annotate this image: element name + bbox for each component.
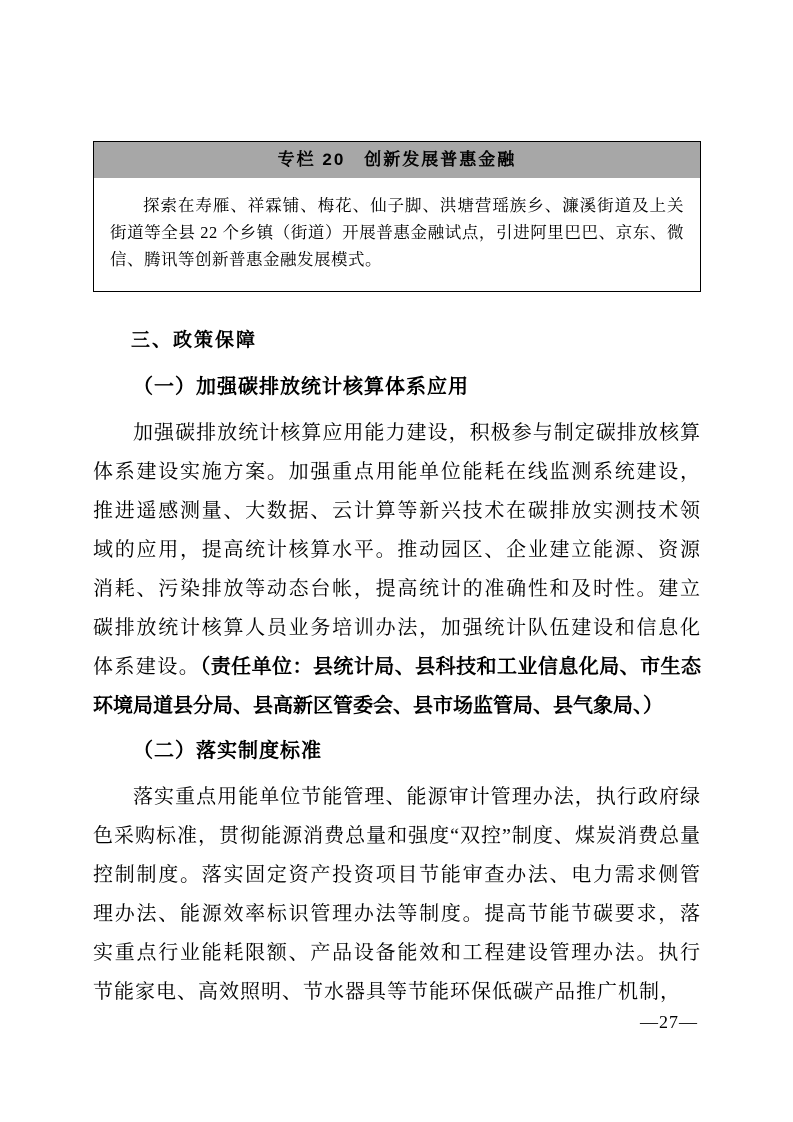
callout-box bbox=[93, 141, 701, 292]
subsection-1-title: （一）加强碳排放统计核算体系应用 bbox=[133, 376, 469, 398]
callout-box-title: 专栏 20 创新发展普惠金融 bbox=[94, 142, 700, 178]
page-number: —27— bbox=[640, 1012, 698, 1032]
section-heading: 三、政策保障 bbox=[131, 330, 258, 351]
subsection-1-paragraph bbox=[93, 414, 701, 726]
subsection-2-title: （二）落实制度标准 bbox=[133, 740, 322, 762]
subsection-1-text: 加强碳排放统计核算应用能力建设，积极参与制定碳排放核算体系建设实施方案。加强重点用能单位能耗在线监测系统建设，推进遥感测量、大数据、云计算等新兴技术在碳排放实测技术领域的应用，提高统计核算水平。推动园区、企业建立能源、资源消耗、污染排放等动态台帐，提高统计的准确性和及时性。建立碳排放统计核算人员业务培训办法，加强统计队伍建设和信息化体系建设。 bbox=[93, 422, 701, 678]
callout-box-body: 探索在寿雁、祥霖铺、梅花、仙子脚、洪塘营瑶族乡、濂溪街道及上关街道等全县 22 个乡镇（街道）开展普惠金融试点，引进阿里巴巴、京东、微信、腾讯等创新普惠金融发展模式。 bbox=[110, 196, 684, 269]
responsible-units-text: （责任单位：县统计局、县科技和工业信息化局、市生态环境局道县分局、县高新区管委会、县市场监管局、县气象局、） bbox=[93, 656, 702, 717]
subsection-2-paragraph: 落实重点用能单位节能管理、能源审计管理办法，执行政府绿色采购标准，贯彻能源消费总量和强度“双控”制度、煤炭消费总量控制制度。落实固定资产投资项目节能审查办法、电力需求侧管理办法、能源效率标识管理办法等制度。提高节能节碳要求，落实重点行业能耗限额、产品设备能效和工程建设管理办法。执行节能家电、高效照明、节水器具等节能环保低碳产品推广机制， bbox=[93, 786, 701, 1003]
